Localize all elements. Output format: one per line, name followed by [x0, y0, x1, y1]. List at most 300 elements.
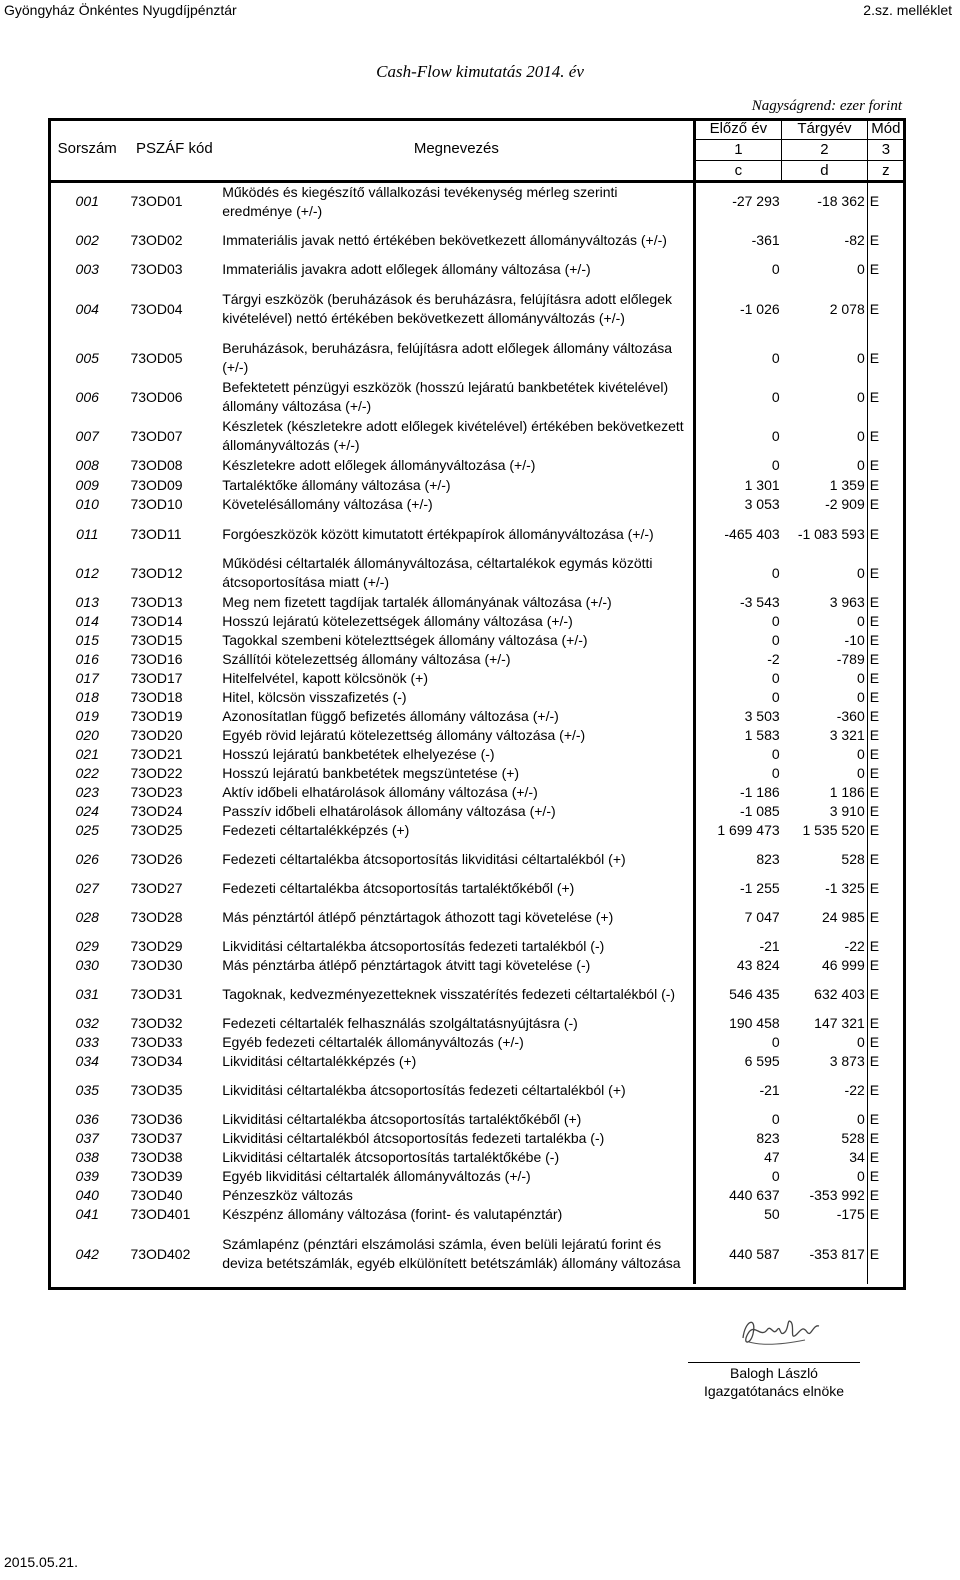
row-code: 73OD23 — [130, 783, 183, 800]
table-row — [48, 879, 904, 898]
row-code: 73OD37 — [130, 1129, 183, 1146]
table-row — [48, 554, 904, 593]
row-current-year: -22 — [844, 937, 865, 954]
row-code: 73OD06 — [130, 388, 183, 405]
row-number: 031 — [75, 985, 99, 1002]
signer-role: Igazgatótanács elnöke — [703, 1383, 845, 1399]
row-code: 73OD10 — [130, 496, 183, 512]
col-num-1: 1 — [694, 139, 782, 160]
table-row — [48, 937, 904, 956]
row-current-year: 0 — [856, 669, 865, 686]
table-row — [48, 1225, 904, 1284]
row-code: 73OD39 — [130, 1167, 183, 1184]
row-name: Meg nem fizetett tagdíjak tartalék állományának változása (+/-) — [222, 593, 612, 610]
row-code: 73OD15 — [130, 631, 183, 648]
row-code: 73OD38 — [130, 1148, 183, 1165]
unit-note: Nagyságrend: ezer forint — [751, 98, 902, 114]
row-number: 024 — [75, 802, 99, 819]
row-mode: E — [867, 1033, 904, 1052]
row-mode: E — [867, 456, 904, 476]
page-title: Cash-Flow kimutatás 2014. év — [376, 62, 584, 81]
row-prev-year: -21 — [694, 937, 782, 956]
row-current-year: 0 — [856, 564, 865, 581]
table-row — [48, 1014, 904, 1033]
row-name: Aktív időbeli elhatárolások állomány változása (+/-) — [222, 783, 538, 800]
row-name: Likviditási céltartalékképzés (+) — [222, 1052, 417, 1069]
col-letter-z: z — [867, 160, 904, 181]
row-name: Egyéb fedezeti céltartalék állományváltozás (+/-) — [222, 1033, 524, 1050]
row-name: Készletekre adott előlegek állományváltozása (+/-) — [222, 457, 536, 473]
row-name: Egyéb likviditási céltartalék állományváltozás (+/-) — [222, 1167, 531, 1184]
row-mode: E — [867, 378, 904, 417]
row-prev-year: 440 587 — [694, 1225, 782, 1284]
appendix-label: 2.sz. melléklet — [863, 2, 952, 18]
col-letter-d: d — [782, 160, 868, 181]
table-row — [48, 1148, 904, 1167]
table-row — [48, 1033, 904, 1052]
row-name: Követelésállomány változása (+/-) — [222, 496, 433, 512]
row-code: 73OD13 — [130, 593, 183, 610]
row-current-year: 528 — [841, 1129, 865, 1146]
row-prev-year: -1 085 — [694, 802, 782, 821]
row-number: 004 — [75, 300, 99, 317]
row-name: Egyéb rövid lejáratú kötelezettség állomány változása (+/-) — [222, 726, 586, 743]
row-current-year: 1 535 520 — [802, 821, 865, 838]
row-mode: E — [867, 669, 904, 688]
row-number: 017 — [75, 669, 99, 686]
row-number: 011 — [76, 525, 99, 542]
row-prev-year: 0 — [694, 378, 782, 417]
table-row — [48, 1052, 904, 1071]
row-mode: E — [867, 631, 904, 650]
table-row — [48, 650, 904, 669]
table-row — [48, 821, 904, 840]
row-prev-year: 0 — [694, 260, 782, 280]
row-number: 036 — [75, 1110, 99, 1127]
table-row — [48, 181, 904, 221]
row-current-year: -353 992 — [809, 1186, 865, 1203]
table-row — [48, 707, 904, 726]
row-current-year: 3 873 — [829, 1052, 865, 1069]
row-number: 033 — [75, 1033, 99, 1050]
row-mode: E — [867, 1205, 904, 1225]
row-code: 73OD24 — [130, 802, 183, 819]
cashflow-table — [48, 118, 904, 1284]
row-number: 032 — [75, 1014, 99, 1031]
row-mode: E — [867, 1186, 904, 1205]
table-row — [48, 280, 904, 339]
row-prev-year: 190 458 — [694, 1014, 782, 1033]
row-mode: E — [867, 181, 904, 221]
row-code: 73OD27 — [130, 879, 183, 896]
row-prev-year: -465 403 — [694, 515, 782, 554]
row-prev-year: 47 — [694, 1148, 782, 1167]
row-number: 030 — [75, 956, 99, 973]
row-number: 021 — [75, 745, 99, 762]
row-number: 041 — [75, 1206, 99, 1222]
row-current-year: 0 — [856, 1110, 865, 1127]
row-code: 73OD16 — [130, 650, 183, 667]
row-mode: E — [867, 937, 904, 956]
table-row — [48, 1205, 904, 1225]
row-name: Tagoknak, kedvezményezetteknek visszatérítés fedezeti céltartalékból (-) — [222, 985, 676, 1002]
row-mode: E — [867, 1014, 904, 1033]
row-prev-year: 43 824 — [694, 956, 782, 975]
row-prev-year: 546 435 — [694, 975, 782, 1014]
table-row — [48, 726, 904, 745]
row-current-year: 2 078 — [829, 300, 865, 317]
row-current-year: -18 362 — [782, 181, 868, 221]
col-header-cur: Tárgyév — [782, 118, 868, 139]
table-row — [48, 669, 904, 688]
row-number: 023 — [75, 783, 99, 800]
row-code: 73OD22 — [130, 764, 183, 781]
table-row — [48, 612, 904, 631]
row-number: 040 — [75, 1186, 99, 1203]
row-current-year: 0 — [856, 261, 865, 277]
row-prev-year: -361 — [694, 221, 782, 260]
col-num-3: 3 — [867, 139, 904, 160]
row-mode: E — [867, 476, 904, 495]
row-prev-year: 1 583 — [694, 726, 782, 745]
row-prev-year: 823 — [694, 840, 782, 879]
table-row — [48, 1110, 904, 1129]
row-current-year: -1 325 — [825, 879, 865, 896]
row-number: 042 — [75, 1245, 99, 1262]
row-prev-year: 0 — [694, 554, 782, 593]
table-row — [48, 495, 904, 515]
table-row — [48, 745, 904, 764]
row-mode: E — [867, 1225, 904, 1284]
row-current-year: 0 — [856, 764, 865, 781]
row-prev-year: 1 301 — [694, 476, 782, 495]
row-name: Működés és kiegészítő vállalkozási tevékenység mérleg szerinti eredménye (+/-) — [220, 181, 694, 221]
row-name: Befektetett pénzügyi eszközök (hosszú lejáratú bankbetétek kivételével) állomány változása (+/-) — [222, 379, 669, 414]
table-row — [48, 1071, 904, 1110]
row-number: 029 — [75, 937, 99, 954]
row-prev-year: -1 186 — [694, 783, 782, 802]
row-mode: E — [867, 764, 904, 783]
row-prev-year: 0 — [694, 631, 782, 650]
row-number: 009 — [75, 476, 99, 493]
table-row — [48, 783, 904, 802]
row-prev-year: 50 — [694, 1205, 782, 1225]
col-letter-c: c — [694, 160, 782, 181]
row-number: 038 — [75, 1148, 99, 1165]
row-mode: E — [867, 783, 904, 802]
row-code: 73OD35 — [130, 1081, 183, 1098]
row-current-year: 0 — [856, 457, 865, 473]
row-prev-year: 1 699 473 — [694, 821, 782, 840]
row-current-year: -789 — [836, 650, 865, 667]
row-current-year: -353 817 — [809, 1245, 865, 1262]
row-number: 003 — [75, 261, 99, 277]
row-mode: E — [867, 975, 904, 1014]
row-prev-year: 0 — [694, 1167, 782, 1186]
row-name: Likviditási céltartalékba átcsoportosítás fedezeti céltartalékból (+) — [222, 1081, 626, 1098]
signer-name: Balogh László — [730, 1365, 818, 1381]
row-current-year: 632 403 — [814, 985, 865, 1002]
row-name: Tartaléktőke állomány változása (+/-) — [222, 476, 451, 493]
row-current-year: 3 963 — [829, 593, 865, 610]
table-row — [48, 802, 904, 821]
row-number: 012 — [75, 564, 99, 581]
row-code: 73OD31 — [130, 985, 183, 1002]
row-number: 027 — [75, 879, 99, 896]
row-mode: E — [867, 260, 904, 280]
row-mode: E — [867, 707, 904, 726]
row-code: 73OD26 — [130, 850, 183, 867]
row-mode: E — [867, 956, 904, 975]
row-code: 73OD40 — [130, 1186, 183, 1203]
row-prev-year: 3 503 — [694, 707, 782, 726]
row-code: 73OD401 — [130, 1206, 191, 1222]
table-row — [48, 631, 904, 650]
row-current-year: -82 — [844, 231, 865, 248]
row-current-year: 1 186 — [829, 783, 865, 800]
row-current-year: -10 — [844, 631, 865, 648]
row-name: Tagokkal szembeni kötelezttségek állomány változása (+/-) — [222, 631, 588, 648]
row-name: Forgóeszközök között kimutatott értékpapírok állományváltozása (+/-) — [222, 525, 654, 542]
row-mode: E — [867, 554, 904, 593]
row-mode: E — [867, 650, 904, 669]
row-name: Tárgyi eszközök (beruházások és beruházásra, felújításra adott előlegek kivételével) nettó értékében bekövetkezett állományváltozás (+/-) — [222, 291, 673, 326]
col-header-code: PSZÁF kód — [135, 140, 213, 158]
row-current-year: 24 985 — [821, 908, 865, 925]
row-prev-year: 0 — [694, 764, 782, 783]
row-mode: E — [867, 726, 904, 745]
row-mode: E — [867, 840, 904, 879]
row-mode: E — [867, 495, 904, 515]
row-current-year: 147 321 — [814, 1014, 865, 1031]
row-number: 028 — [75, 908, 99, 925]
row-prev-year: 440 637 — [694, 1186, 782, 1205]
row-number: 035 — [75, 1081, 99, 1098]
row-name: Immateriális javak nettó értékében bekövetkezett állományváltozás (+/-) — [222, 231, 667, 248]
row-number: 019 — [75, 707, 99, 724]
row-name: Készletek (készletekre adott előlegek kivételével) értékében bekövetkezett állományváltozás (+/-) — [222, 418, 684, 453]
row-name: Működési céltartalék állományváltozása, céltartalékok egymás közötti átcsoportosítása miatt (+/-) — [222, 555, 653, 590]
row-code: 73OD17 — [130, 669, 183, 686]
signature-line — [688, 1362, 860, 1363]
row-prev-year: 6 595 — [694, 1052, 782, 1071]
row-name: Fedezeti céltartalékképzés (+) — [222, 821, 410, 838]
row-code: 73OD18 — [130, 688, 183, 705]
row-current-year: 0 — [856, 349, 865, 366]
table-row — [48, 593, 904, 612]
row-number: 007 — [75, 427, 99, 444]
table-row — [48, 260, 904, 280]
row-code: 73OD04 — [130, 300, 183, 317]
row-mode: E — [867, 280, 904, 339]
row-code: 73OD02 — [130, 231, 183, 248]
row-prev-year: 0 — [694, 612, 782, 631]
row-code: 73OD07 — [130, 427, 183, 444]
row-prev-year: 0 — [694, 1033, 782, 1052]
row-prev-year: -1 255 — [694, 879, 782, 898]
row-number: 001 — [48, 181, 126, 221]
table-row — [48, 1167, 904, 1186]
table-row — [48, 956, 904, 975]
row-current-year: -2 909 — [825, 496, 865, 512]
row-name: Más pénztártól átlépő pénztártagok áthozott tagi követelése (+) — [222, 908, 614, 925]
row-code: 73OD08 — [130, 457, 183, 473]
document-date: 2015.05.21. — [4, 1554, 78, 1570]
row-name: Szállítói kötelezettség állomány változása (+/-) — [222, 650, 511, 667]
row-current-year: 0 — [856, 1033, 865, 1050]
row-number: 005 — [75, 349, 99, 366]
row-mode: E — [867, 802, 904, 821]
row-name: Likviditási céltartalékból átcsoportosítás fedezeti tartalékba (-) — [222, 1129, 605, 1146]
row-prev-year: 0 — [694, 1110, 782, 1129]
row-current-year: 0 — [856, 745, 865, 762]
row-name: Hitel, kölcsön visszafizetés (-) — [222, 688, 407, 705]
row-name: Készpénz állomány változása (forint- és valutapénztár) — [222, 1206, 563, 1222]
row-code: 73OD34 — [130, 1052, 183, 1069]
row-mode: E — [867, 417, 904, 456]
table-row — [48, 456, 904, 476]
row-code: 73OD12 — [130, 564, 183, 581]
row-name: Fedezeti céltartalékba átcsoportosítás likviditási céltartalékból (+) — [222, 850, 626, 867]
row-code: 73OD402 — [130, 1245, 191, 1262]
row-mode: E — [867, 221, 904, 260]
row-number: 025 — [75, 821, 99, 838]
row-name: Hosszú lejáratú bankbetétek megszüntetése (+) — [222, 764, 520, 781]
row-number: 020 — [75, 726, 99, 743]
row-prev-year: 823 — [694, 1129, 782, 1148]
row-code: 73OD03 — [130, 261, 183, 277]
row-mode: E — [867, 1052, 904, 1071]
table-row — [48, 515, 904, 554]
row-mode: E — [867, 1110, 904, 1129]
row-current-year: -22 — [844, 1081, 865, 1098]
col-header-prev: Előző év — [694, 118, 782, 139]
row-current-year: 0 — [856, 612, 865, 629]
row-current-year: 0 — [856, 388, 865, 405]
row-current-year: 0 — [856, 1167, 865, 1184]
col-header-name: Megnevezés — [413, 140, 499, 158]
table-row — [48, 764, 904, 783]
row-number: 037 — [75, 1129, 99, 1146]
row-code: 73OD19 — [130, 707, 183, 724]
row-mode: E — [867, 593, 904, 612]
col-header-no: Sorszám — [57, 140, 117, 158]
row-current-year: -175 — [836, 1206, 865, 1222]
row-mode: E — [867, 879, 904, 898]
row-number: 022 — [75, 764, 99, 781]
row-number: 026 — [75, 850, 99, 867]
row-prev-year: -21 — [694, 1071, 782, 1110]
table-row — [48, 840, 904, 879]
col-header-mod: Mód — [867, 118, 904, 139]
row-mode: E — [867, 745, 904, 764]
row-prev-year: 3 053 — [694, 495, 782, 515]
row-prev-year: 0 — [694, 688, 782, 707]
row-number: 013 — [75, 593, 99, 610]
row-prev-year: 0 — [694, 456, 782, 476]
row-mode: E — [867, 1167, 904, 1186]
table-row — [48, 476, 904, 495]
row-prev-year: 7 047 — [694, 898, 782, 937]
row-number: 006 — [75, 388, 99, 405]
row-number: 018 — [75, 688, 99, 705]
row-current-year: 528 — [841, 850, 865, 867]
row-code: 73OD09 — [130, 476, 183, 493]
row-name: Fedezeti céltartalék felhasználás szolgáltatásnyújtásra (-) — [222, 1014, 578, 1031]
row-current-year: 3 910 — [829, 802, 865, 819]
row-name: Likviditási céltartalék átcsoportosítás tartaléktőkébe (-) — [222, 1148, 560, 1165]
table-row — [48, 1186, 904, 1205]
row-code: 73OD20 — [130, 726, 183, 743]
row-code: 73OD28 — [130, 908, 183, 925]
row-code: 73OD25 — [130, 821, 183, 838]
row-number: 002 — [75, 231, 99, 248]
row-current-year: 1 359 — [829, 476, 865, 493]
row-mode: E — [867, 1071, 904, 1110]
row-code: 73OD33 — [130, 1033, 183, 1050]
row-mode: E — [867, 1129, 904, 1148]
row-mode: E — [867, 898, 904, 937]
row-name: Immateriális javakra adott előlegek állomány változása (+/-) — [222, 261, 591, 277]
row-name: Más pénztárba átlépő pénztártagok átvitt tagi követelése (-) — [222, 956, 591, 973]
row-mode: E — [867, 821, 904, 840]
row-code: 73OD05 — [130, 349, 183, 366]
row-number: 014 — [75, 612, 99, 629]
table-row — [48, 688, 904, 707]
row-code: 73OD36 — [130, 1110, 183, 1127]
row-name: Hosszú lejáratú bankbetétek elhelyezése (-) — [222, 745, 495, 762]
row-mode: E — [867, 688, 904, 707]
row-current-year: 0 — [856, 688, 865, 705]
row-code: 73OD01 — [126, 181, 220, 221]
row-name: Számlapénz (pénztári elszámolási számla, éven belüli lejáratú forint és deviza betétszámlák, egyéb elkülönített betétszámlák) állomány változása — [222, 1236, 681, 1271]
col-num-2: 2 — [782, 139, 868, 160]
table-row — [48, 378, 904, 417]
row-current-year: -360 — [836, 707, 865, 724]
row-name: Pénzeszköz változás — [222, 1186, 353, 1203]
row-prev-year: -1 026 — [694, 280, 782, 339]
row-code: 73OD29 — [130, 937, 183, 954]
row-mode: E — [867, 339, 904, 378]
row-prev-year: 0 — [694, 745, 782, 764]
row-prev-year: 0 — [694, 417, 782, 456]
row-number: 008 — [75, 457, 99, 473]
row-current-year: 0 — [856, 427, 865, 444]
row-number: 039 — [75, 1167, 99, 1184]
row-name: Likviditási céltartalékba átcsoportosítás tartaléktőkéből (+) — [222, 1110, 582, 1127]
row-prev-year: -2 — [694, 650, 782, 669]
row-mode: E — [867, 1148, 904, 1167]
row-current-year: -1 083 593 — [797, 525, 865, 542]
table-row — [48, 339, 904, 378]
row-mode: E — [867, 612, 904, 631]
row-number: 010 — [75, 496, 99, 512]
row-name: Fedezeti céltartalékba átcsoportosítás tartaléktőkéből (+) — [222, 879, 575, 896]
row-current-year: 46 999 — [821, 956, 865, 973]
row-prev-year: 0 — [694, 339, 782, 378]
table-row — [48, 221, 904, 260]
table-row — [48, 417, 904, 456]
row-number: 015 — [75, 631, 99, 648]
row-prev-year: -3 543 — [694, 593, 782, 612]
row-number: 016 — [75, 650, 99, 667]
fund-name: Gyöngyház Önkéntes Nyugdíjpénztár — [4, 2, 237, 18]
row-name: Hosszú lejáratú kötelezettségek állomány változása (+/-) — [222, 612, 573, 629]
row-code: 73OD11 — [130, 525, 182, 542]
row-code: 73OD32 — [130, 1014, 183, 1031]
row-name: Hitelfelvétel, kapott kölcsönök (+) — [222, 669, 429, 686]
row-name: Passzív időbeli elhatárolások állomány változása (+/-) — [222, 802, 556, 819]
